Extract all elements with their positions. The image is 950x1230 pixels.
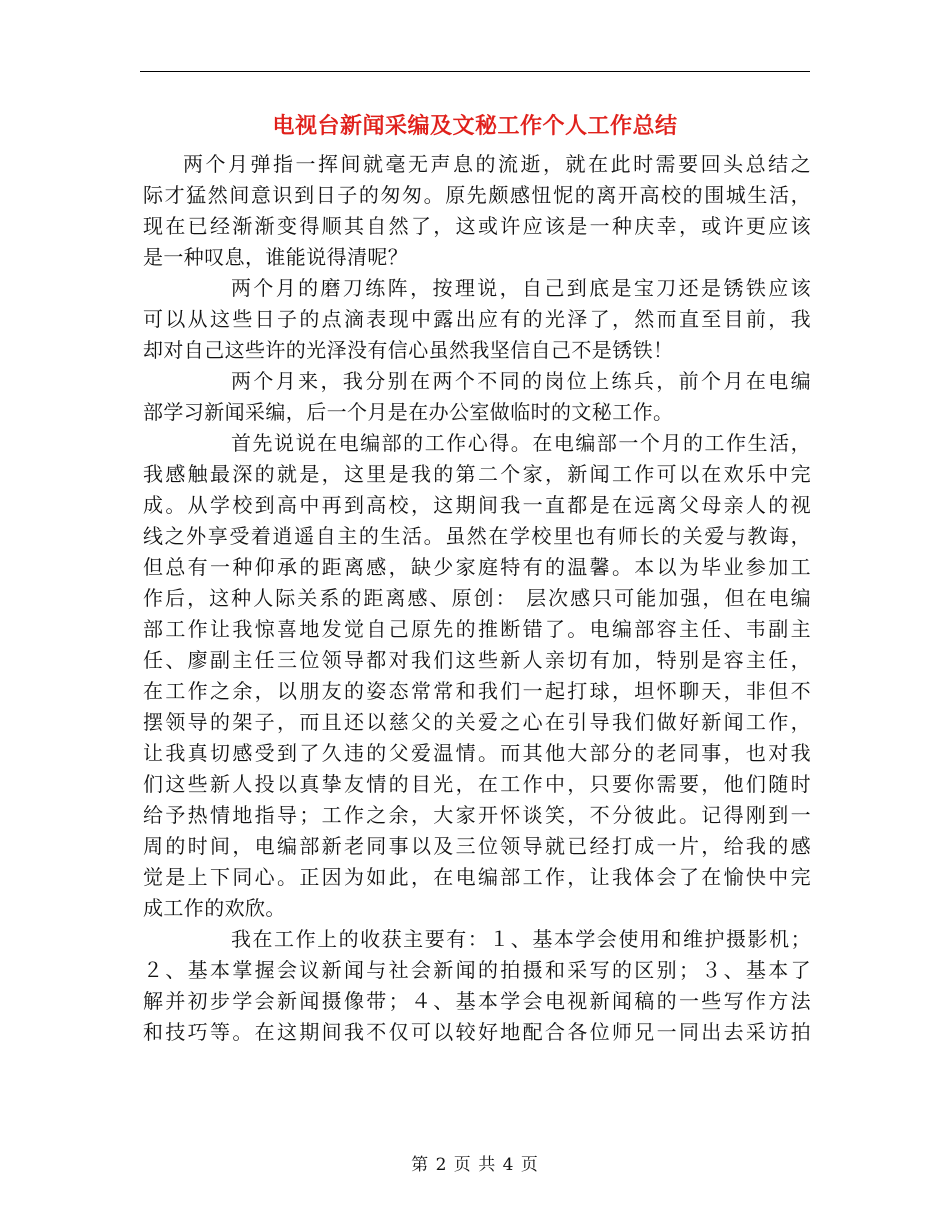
paragraph-line: 成工作的欢欣。 bbox=[143, 896, 286, 920]
paragraph-line: 周的时间，电编部新老同事以及三位领导就已经打成一片，给我的感 bbox=[143, 834, 811, 858]
paragraph-line: 部学习新闻采编，后一个月是在办公室做临时的文秘工作。 bbox=[143, 400, 674, 424]
paragraph-line: 两个月的磨刀练阵，按理说，自己到底是宝刀还是锈铁应该 bbox=[231, 276, 811, 300]
paragraph-line: 部工作让我惊喜地发觉自己原先的推断错了。电编部容主任、韦副主 bbox=[143, 617, 811, 641]
paragraph-line: 和技巧等。在这期间我不仅可以较好地配合各位师兄一同出去采访拍 bbox=[143, 1020, 811, 1044]
paragraph-line: 两个月弹指一挥间就毫无声息的流逝，就在此时需要回头总结之 bbox=[183, 152, 811, 176]
paragraph-line: 我感触最深的就是，这里是我的第二个家，新闻工作可以在欢乐中完 bbox=[143, 462, 811, 486]
paragraph-line: 现在已经渐渐变得顺其自然了，这或许应该是一种庆幸，或许更应该 bbox=[143, 214, 811, 238]
paragraph-line: 给予热情地指导；工作之余，大家开怀谈笑，不分彼此。记得刚到一 bbox=[143, 803, 811, 827]
paragraph-line: 是一种叹息，谁能说得清呢？ bbox=[143, 245, 409, 269]
paragraph-line: 在工作之余，以朋友的姿态常常和我们一起打球，坦怀聊天，非但不 bbox=[143, 679, 811, 703]
paragraph-line: 两个月来，我分别在两个不同的岗位上练兵，前个月在电编 bbox=[231, 369, 811, 393]
paragraph-line: 但总有一种仰承的距离感，缺少家庭特有的温馨。本以为毕业参加工 bbox=[143, 555, 811, 579]
paragraph-line: ２、基本掌握会议新闻与社会新闻的拍摄和采写的区别；３、基本了 bbox=[143, 958, 811, 982]
paragraph-line: 任、廖副主任三位领导都对我们这些新人亲切有加，特别是容主任， bbox=[143, 648, 811, 672]
paragraph-line: 作后，这种人际关系的距离感、原创： 层次感只可能加强，但在电编 bbox=[143, 586, 811, 610]
paragraph-line: 们这些新人投以真挚友情的目光，在工作中，只要你需要，他们随时 bbox=[143, 772, 811, 796]
document-title: 电视台新闻采编及文秘工作个人工作总结 bbox=[272, 113, 678, 139]
paragraph-line: 际才猛然间意识到日子的匆匆。原先颇感忸怩的离开高校的围城生活， bbox=[143, 183, 811, 207]
paragraph-line: 解并初步学会新闻摄像带；４、基本学会电视新闻稿的一些写作方法 bbox=[143, 989, 811, 1013]
header-rule bbox=[140, 71, 810, 72]
paragraph-line: 首先说说在电编部的工作心得。在电编部一个月的工作生活， bbox=[231, 431, 811, 455]
paragraph-line: 成。从学校到高中再到高校，这期间我一直都是在远离父母亲人的视 bbox=[143, 493, 811, 517]
paragraph-line: 可以从这些日子的点滴表现中露出应有的光泽了，然而直至目前，我 bbox=[143, 307, 811, 331]
page-number: 第 2 页 共 4 页 bbox=[411, 1155, 539, 1175]
document-body bbox=[143, 149, 811, 1048]
paragraph-line: 让我真切感受到了久违的父爱温情。而其他大部分的老同事，也对我 bbox=[143, 741, 811, 765]
paragraph-line: 却对自己这些许的光泽没有信心虽然我坚信自己不是锈铁！ bbox=[143, 338, 674, 362]
paragraph-line: 觉是上下同心。正因为如此，在电编部工作，让我体会了在愉快中完 bbox=[143, 865, 811, 889]
paragraph-line: 我在工作上的收获主要有：１、基本学会使用和维护摄影机； bbox=[231, 927, 811, 951]
paragraph-line: 摆领导的架子，而且还以慈父的关爱之心在引导我们做好新闻工作， bbox=[143, 710, 811, 734]
paragraph-line: 线之外享受着逍遥自主的生活。虽然在学校里也有师长的关爱与教诲， bbox=[143, 524, 811, 548]
